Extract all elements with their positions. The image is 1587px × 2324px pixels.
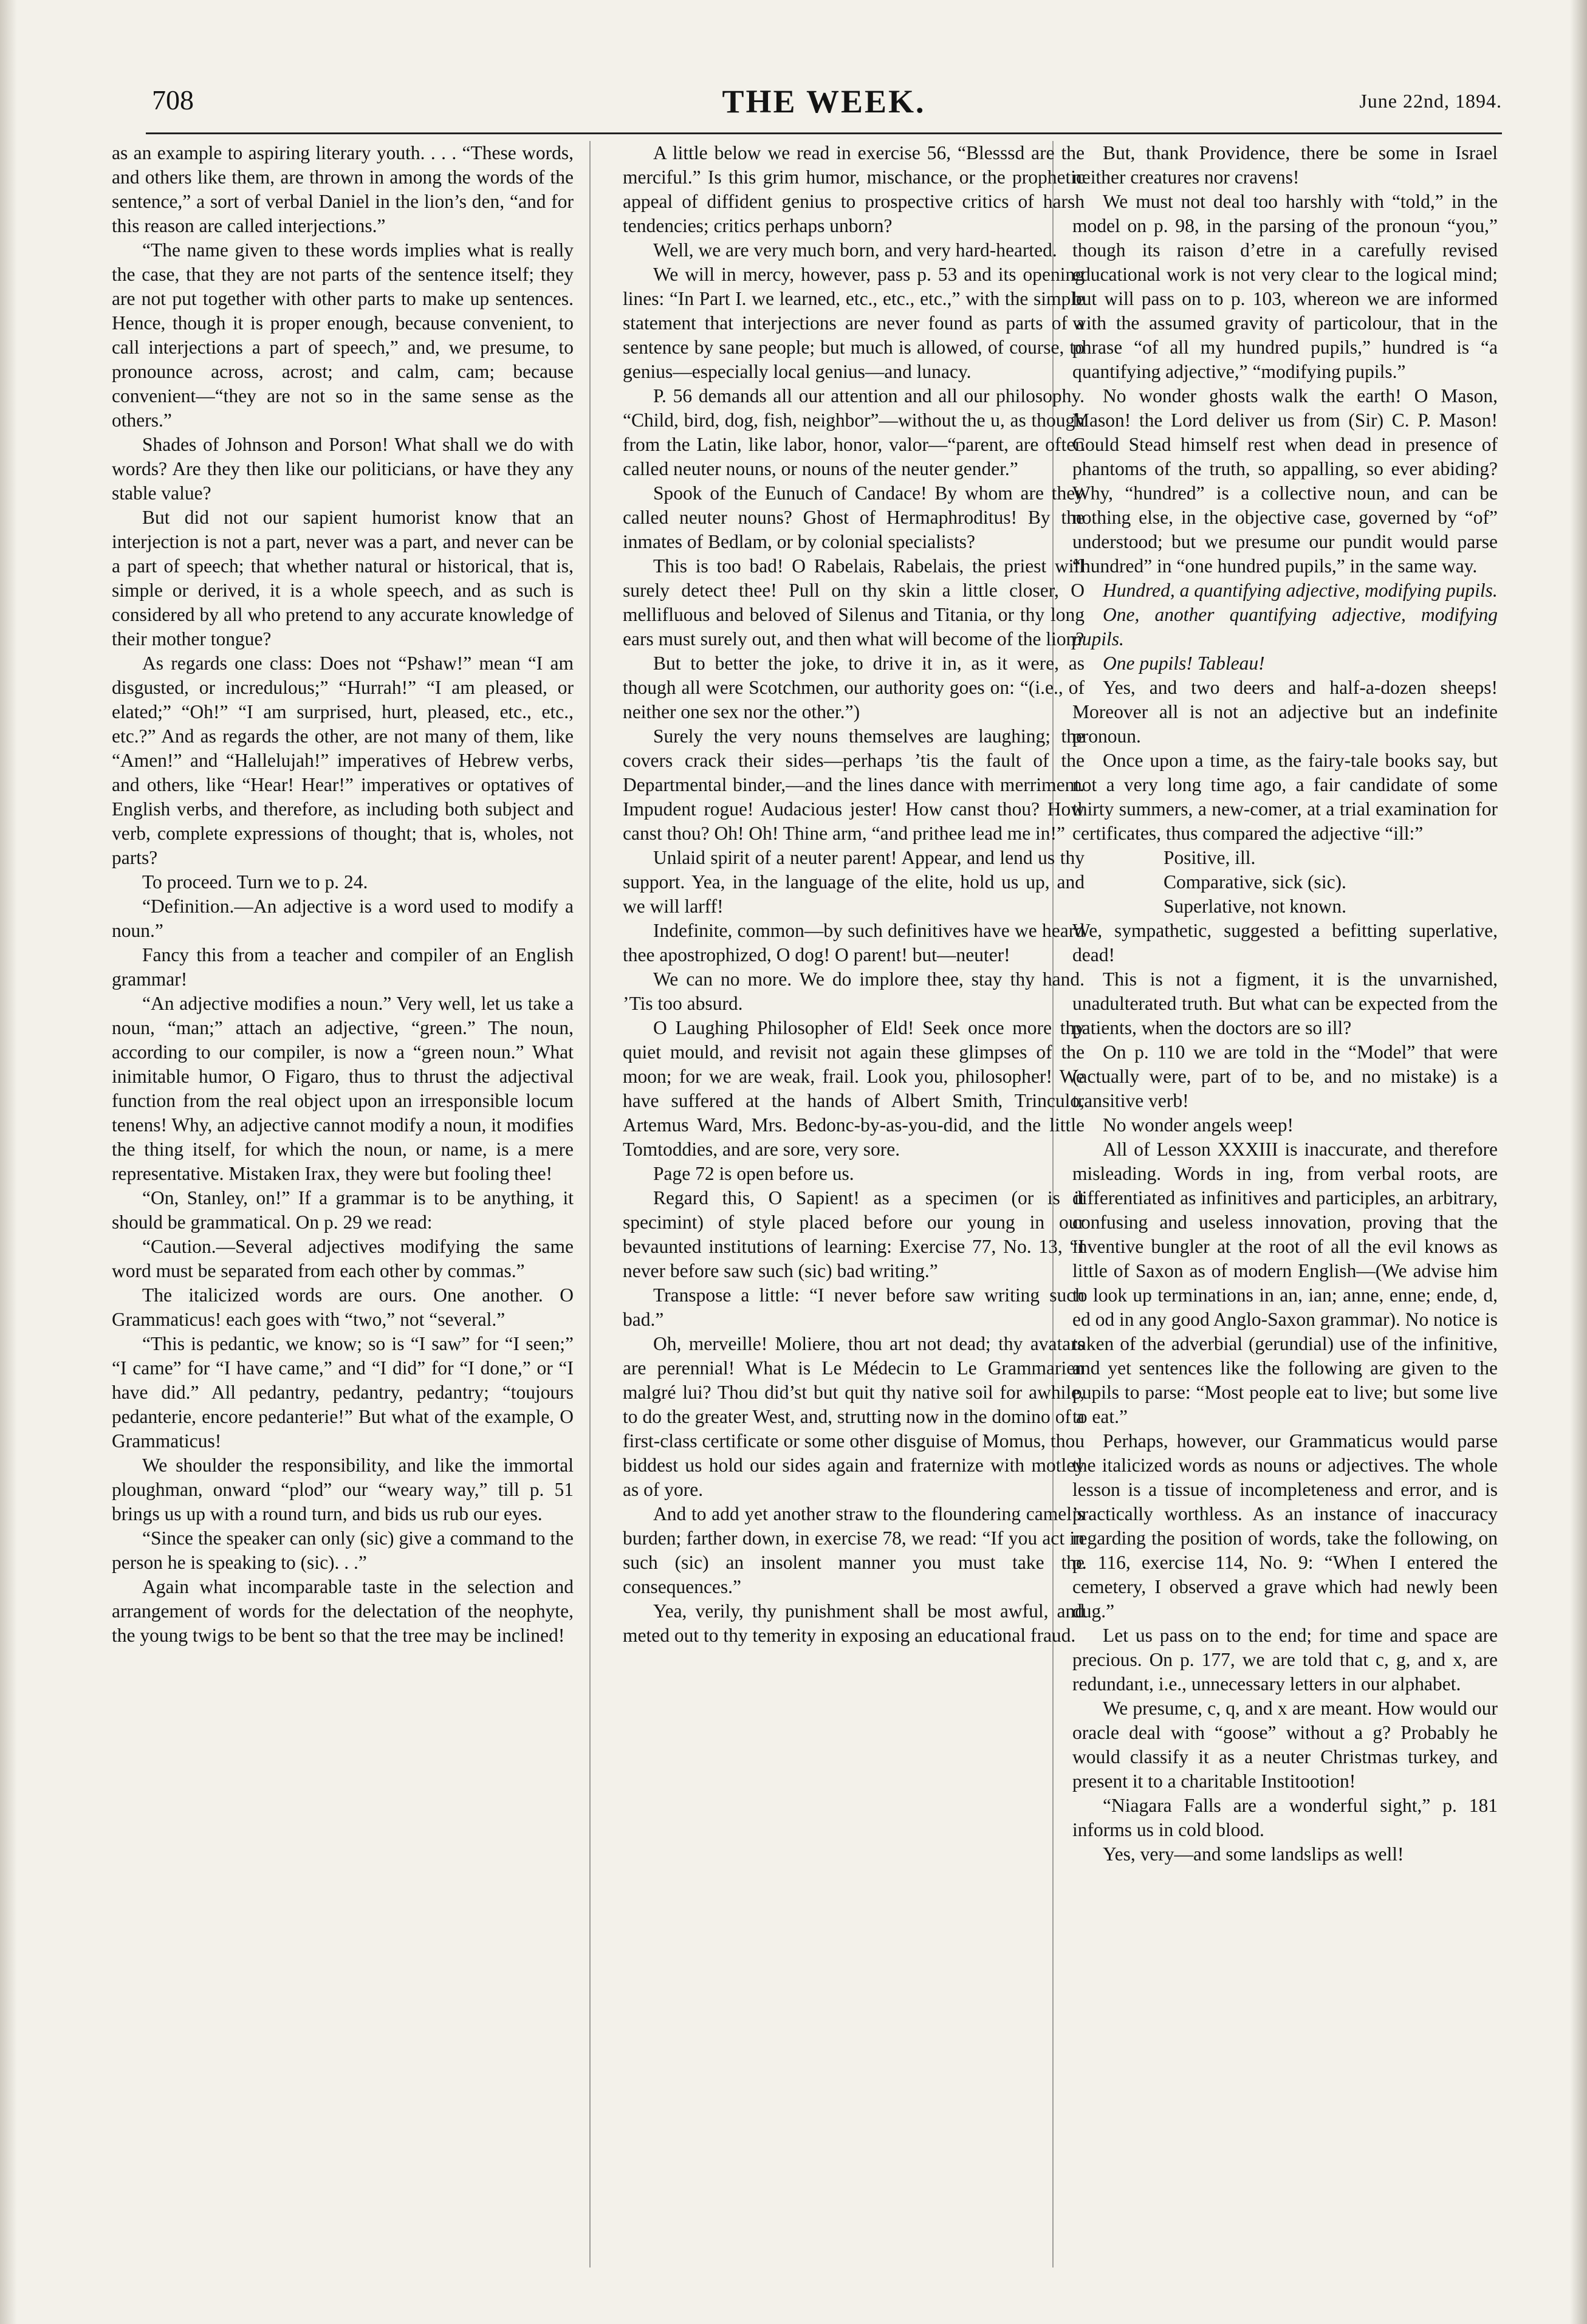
paragraph: “Definition.—An adjective is a word used to modify a noun.” xyxy=(112,896,574,941)
paragraph: P. 56 demands all our attention and all our philosophy. “Child, bird, dog, fish, neighbor”—without the u, as though from the Latin, like labor, honor, valor—“parent, are often called neuter nouns, or nouns of the neuter gender.” xyxy=(623,385,1085,479)
paragraph: Shades of Johnson and Porson! What shall we do with words? Are they then like our politicians, or have they any stable value? xyxy=(112,434,574,504)
paragraph: One pupils! Tableau! xyxy=(1103,653,1265,674)
paragraph: Fancy this from a teacher and compiler of an English grammar! xyxy=(112,944,574,990)
comparison-line: Comparative, sick (sic). xyxy=(1164,871,1346,893)
paragraph: “Niagara Falls are a wonderful sight,” p. 181 informs us in cold blood. xyxy=(1072,1795,1498,1840)
paragraph: Yes, and two deers and half-a-dozen sheeps! Moreover all is not an adjective but an indefinite pronoun. xyxy=(1072,677,1498,747)
paragraph: We, sympathetic, suggested a befitting superlative, dead! xyxy=(1072,920,1498,965)
paragraph: As regards one class: Does not “Pshaw!” mean “I am disgusted, or incredulous;” “Hurrah!” “I am pleased, or elated;” “Oh!” “I am surprised, hurt, pleased, etc., etc., etc.?” And as regards the other, are not many of them, like “Amen!” and “Hallelujah!” imperatives of Hebrew verbs, and others, like “Hear! Hear!” imperatives or optatives of English verbs, and therefore, as including both subject and verb, complete expressions of thought; that is, wholes, not parts? xyxy=(112,653,574,868)
paragraph: “The name given to these words implies what is really the case, that they are not parts of the sentence itself; they are not put together with other parts to make up sentences. Hence, though it is proper enough, because convenient, to call interjections a part of speech,” and, we presume, to pronounce across, acrost; and calm, cam; because convenient—“they are not so in the same sense as the others.” xyxy=(112,239,574,431)
paragraph: Yea, verily, thy punishment shall be most awful, and meted out to thy temerity in exposing an educational fraud. xyxy=(623,1600,1085,1646)
paragraph: On p. 110 we are told in the “Model” that were (actually were, part of to be, and no mistake) is a transitive verb! xyxy=(1072,1041,1498,1111)
paragraph: Page 72 is open before us. xyxy=(653,1163,854,1184)
paragraph: This is not a figment, it is the unvarnished, unadulterated truth. But what can be expected from the patients, when the doctors are so ill? xyxy=(1072,968,1498,1038)
paragraph: Well, we are very much born, and very hard-hearted. xyxy=(653,239,1057,261)
paragraph: We can no more. We do implore thee, stay thy hand. ’Tis too absurd. xyxy=(623,968,1085,1014)
paragraph: Spook of the Eunuch of Candace! By whom are they called neuter nouns? Ghost of Hermaphroditus! By the inmates of Bedlam, or by colonial specialists? xyxy=(623,482,1085,552)
paragraph: But did not our sapient humorist know that an interjection is not a part, never was a part, and never can be a part of speech; that whether natural or historical, that is, simple or derived, it is a whole speech, and as such is considered by all who pretend to any accurate knowledge of their mother tongue? xyxy=(112,507,574,650)
comparison-line: Superlative, not known. xyxy=(1164,896,1346,917)
page-number: 708 xyxy=(152,84,194,115)
paragraph: One, another quantifying adjective, modifying pupils. xyxy=(1072,604,1498,650)
paragraph: Hundred, a quantifying adjective, modifying pupils. xyxy=(1103,580,1498,601)
column-1 xyxy=(112,141,574,1648)
paragraph: “On, Stanley, on!” If a grammar is to be anything, it should be grammatical. On p. 29 we read: xyxy=(112,1187,574,1233)
paragraph: But, thank Providence, there be some in Israel neither creatures nor cravens! xyxy=(1072,142,1498,188)
paragraph: Yes, very—and some landslips as well! xyxy=(1103,1843,1404,1865)
paragraph: We must not deal too harshly with “told,” in the model on p. 98, in the parsing of the pronoun “you,” though its raison d’etre in a carefully revised educational work is not very clear to the logical mind; but will pass on to p. 103, whereon we are informed with the assumed gravity of particolour, that in the phrase “of all my hundred pupils,” hundred is “a quantifying adjective,” “modifying pupils.” xyxy=(1072,191,1498,382)
column-divider-1 xyxy=(589,141,591,2267)
paragraph: as an example to aspiring literary youth. . . . “These words, and others like them, are thrown in among the words of the sentence,” a sort of verbal Daniel in the lion’s den, “and for this reason are called interjections.” xyxy=(112,142,574,236)
paragraph: No wonder angels weep! xyxy=(1103,1114,1294,1136)
comparison-line: Positive, ill. xyxy=(1164,847,1256,868)
paragraph: To proceed. Turn we to p. 24. xyxy=(142,871,368,893)
paragraph: We shoulder the responsibility, and like the immortal ploughman, onward “plod” our “weary way,” till p. 51 brings us up with a round turn, and bids us rub our eyes. xyxy=(112,1455,574,1524)
paragraph: “Caution.—Several adjectives modifying the same word must be separated from each other by commas.” xyxy=(112,1236,574,1281)
page-right-edge xyxy=(1570,0,1587,2324)
paragraph: Perhaps, however, our Grammaticus would parse the italicized words as nouns or adjectives. The whole lesson is a tissue of incompleteness and error, and is practically worthless. As an instance of inaccuracy regarding the position of words, take the following, on p. 116, exercise 114, No. 9: “When I entered the cemetery, I observed a grave which had newly been dug.” xyxy=(1072,1430,1498,1622)
paragraph: All of Lesson XXXIII is inaccurate, and therefore misleading. Words in ing, from verbal roots, are differentiated as infinitives and participles, an arbitrary, confusing and useless innovation, proving that the inventive bungler at the root of all the evil knows as little of Saxon as of modern English—(We advise him to look up terminations in an, ian; anne, enne; ende, d, ed od in any good Anglo-Saxon grammar). No notice is taken of the adverbial (gerundial) use of the infinitive, and yet sentences like the following are given to the pupils to parse: “Most people eat to live; but some live to eat.” xyxy=(1072,1139,1498,1427)
paragraph: But to better the joke, to drive it in, as it were, as though all were Scotchmen, our authority goes on: “(i.e., of neither one sex nor the other.”) xyxy=(623,653,1085,722)
column-3 xyxy=(1072,141,1498,1866)
paragraph: “This is pedantic, we know; so is “I saw” for “I seen;” “I came” for “I have came,” and “I did” for “I done,” or “I have did.” All pedantry, pedantry, pedantry; “toujours pedanterie, encore pedanterie!” But what of the example, O Grammaticus! xyxy=(112,1333,574,1452)
paragraph: “An adjective modifies a noun.” Very well, let us take a noun, “man;” attach an adjective, “green.” The noun, according to our compiler, is now a “green noun.” What inimitable humor, O Figaro, thus to thrust the adjectival function from the real object upon an irresponsible locum tenens! Why, an adjective cannot modify a noun, it modifies the thing itself, for which the noun, or name, is a mere representative. Mistaken Irax, they were but fooling thee! xyxy=(112,993,574,1184)
paragraph: O Laughing Philosopher of Eld! Seek once more thy quiet mould, and revisit not again these glimpses of the moon; for we are weak, frail. Look you, philosopher! We have suffered at the hands of Albert Smith, Trinculo, Artemus Ward, Mrs. Bedonc-by-as-you-did, and the little Tomtoddies, and are sore, very sore. xyxy=(623,1017,1085,1160)
paragraph: No wonder ghosts walk the earth! O Mason, Mason! the Lord deliver us from (Sir) C. P. Mason! Could Stead himself rest when dead in presence of phantoms of the truth, so appalling, so ever abiding? Why, “hundred” is a collective noun, and can be nothing else, in the objective case, governed by “of” understood; but we presume our pundit would parse “hundred” in “one hundred pupils,” in the same way. xyxy=(1072,385,1498,577)
paragraph: The italicized words are ours. One another. O Grammaticus! each goes with “two,” not “several.” xyxy=(112,1284,574,1330)
paragraph: Indefinite, common—by such definitives have we heard thee apostrophized, O dog! O parent! but—neuter! xyxy=(623,920,1085,965)
issue-date: June 22nd, 1894. xyxy=(1359,90,1502,112)
page-header xyxy=(146,78,1502,132)
page-left-edge xyxy=(0,0,17,2324)
paragraph: Regard this, O Sapient! as a specimen (or is it specimint) of style placed before our young in our bevaunted institutions of learning: Exercise 77, No. 13, “I never before saw such (sic) bad writing.” xyxy=(623,1187,1085,1281)
paragraph: Once upon a time, as the fairy-tale books say, but not a very long time ago, a fair candidate of some thirty summers, a new-comer, at a trial examination for certificates, thus compared the adjective “ill:” xyxy=(1072,750,1498,844)
paragraph: And to add yet another straw to the floundering camel’s burden; farther down, in exercise 78, we read: “If you act in such (sic) an insolent manner you must take the consequences.” xyxy=(623,1503,1085,1597)
column-2 xyxy=(623,141,1085,1648)
paragraph: Surely the very nouns themselves are laughing; the covers crack their sides—perhaps ’tis the fault of the Departmental binder,—and the lines dance with merriment. Impudent rogue! Audacious jester! How canst thou? How canst thou? Oh! Oh! Thine arm, “and prithee lead me in!” xyxy=(623,725,1085,844)
header-rule xyxy=(146,132,1502,134)
paragraph: Let us pass on to the end; for time and space are precious. On p. 177, we are told that c, g, and x, are redundant, i.e., unnecessary letters in our alphabet. xyxy=(1072,1625,1498,1695)
paragraph: This is too bad! O Rabelais, Rabelais, the priest will surely detect thee! Pull on thy skin a little closer, O mellifluous and beloved of Silenus and Titania, or thy long ears must surely out, and then what will become of the lion? xyxy=(623,555,1085,650)
paragraph: Oh, merveille! Moliere, thou art not dead; thy avatars are perennial! What is Le Médecin to Le Grammarien malgré lui? Thou did’st but quit thy native soil for awhile, to do the greater West, and, strutting now in the domino of a first-class certificate or some other disguise of Momus, thou biddest us hold our sides again and fraternize with motley as of yore. xyxy=(623,1333,1085,1500)
paragraph: We will in mercy, however, pass p. 53 and its opening lines: “In Part I. we learned, etc., etc., etc.,” with the simple statement that interjections are never found as parts of a sentence by sane people; but much is allowed, of course, to genius—especially local genius—and lunacy. xyxy=(623,264,1085,382)
paragraph: “Since the speaker can only (sic) give a command to the person he is speaking to (sic). . .” xyxy=(112,1527,574,1573)
paragraph: Unlaid spirit of a neuter parent! Appear, and lend us thy support. Yea, in the language of the elite, hold us up, and we will larff! xyxy=(623,847,1085,917)
paragraph: We presume, c, q, and x are meant. How would our oracle deal with “goose” without a g? Probably he would classify it as a neuter Christmas turkey, and present it to a charitable Institootion! xyxy=(1072,1698,1498,1792)
journal-title: THE WEEK. xyxy=(722,83,926,120)
paragraph: A little below we read in exercise 56, “Blesssd are the merciful.” Is this grim humor, mischance, or the prophetic appeal of diffident genius to prospective critics of harsh tendencies; critics perhaps unborn? xyxy=(623,142,1085,236)
paragraph: Again what incomparable taste in the selection and arrangement of words for the delectation of the neophyte, the young twigs to be bent so that the tree may be inclined! xyxy=(112,1576,574,1646)
paragraph: Transpose a little: “I never before saw writing such bad.” xyxy=(623,1284,1085,1330)
